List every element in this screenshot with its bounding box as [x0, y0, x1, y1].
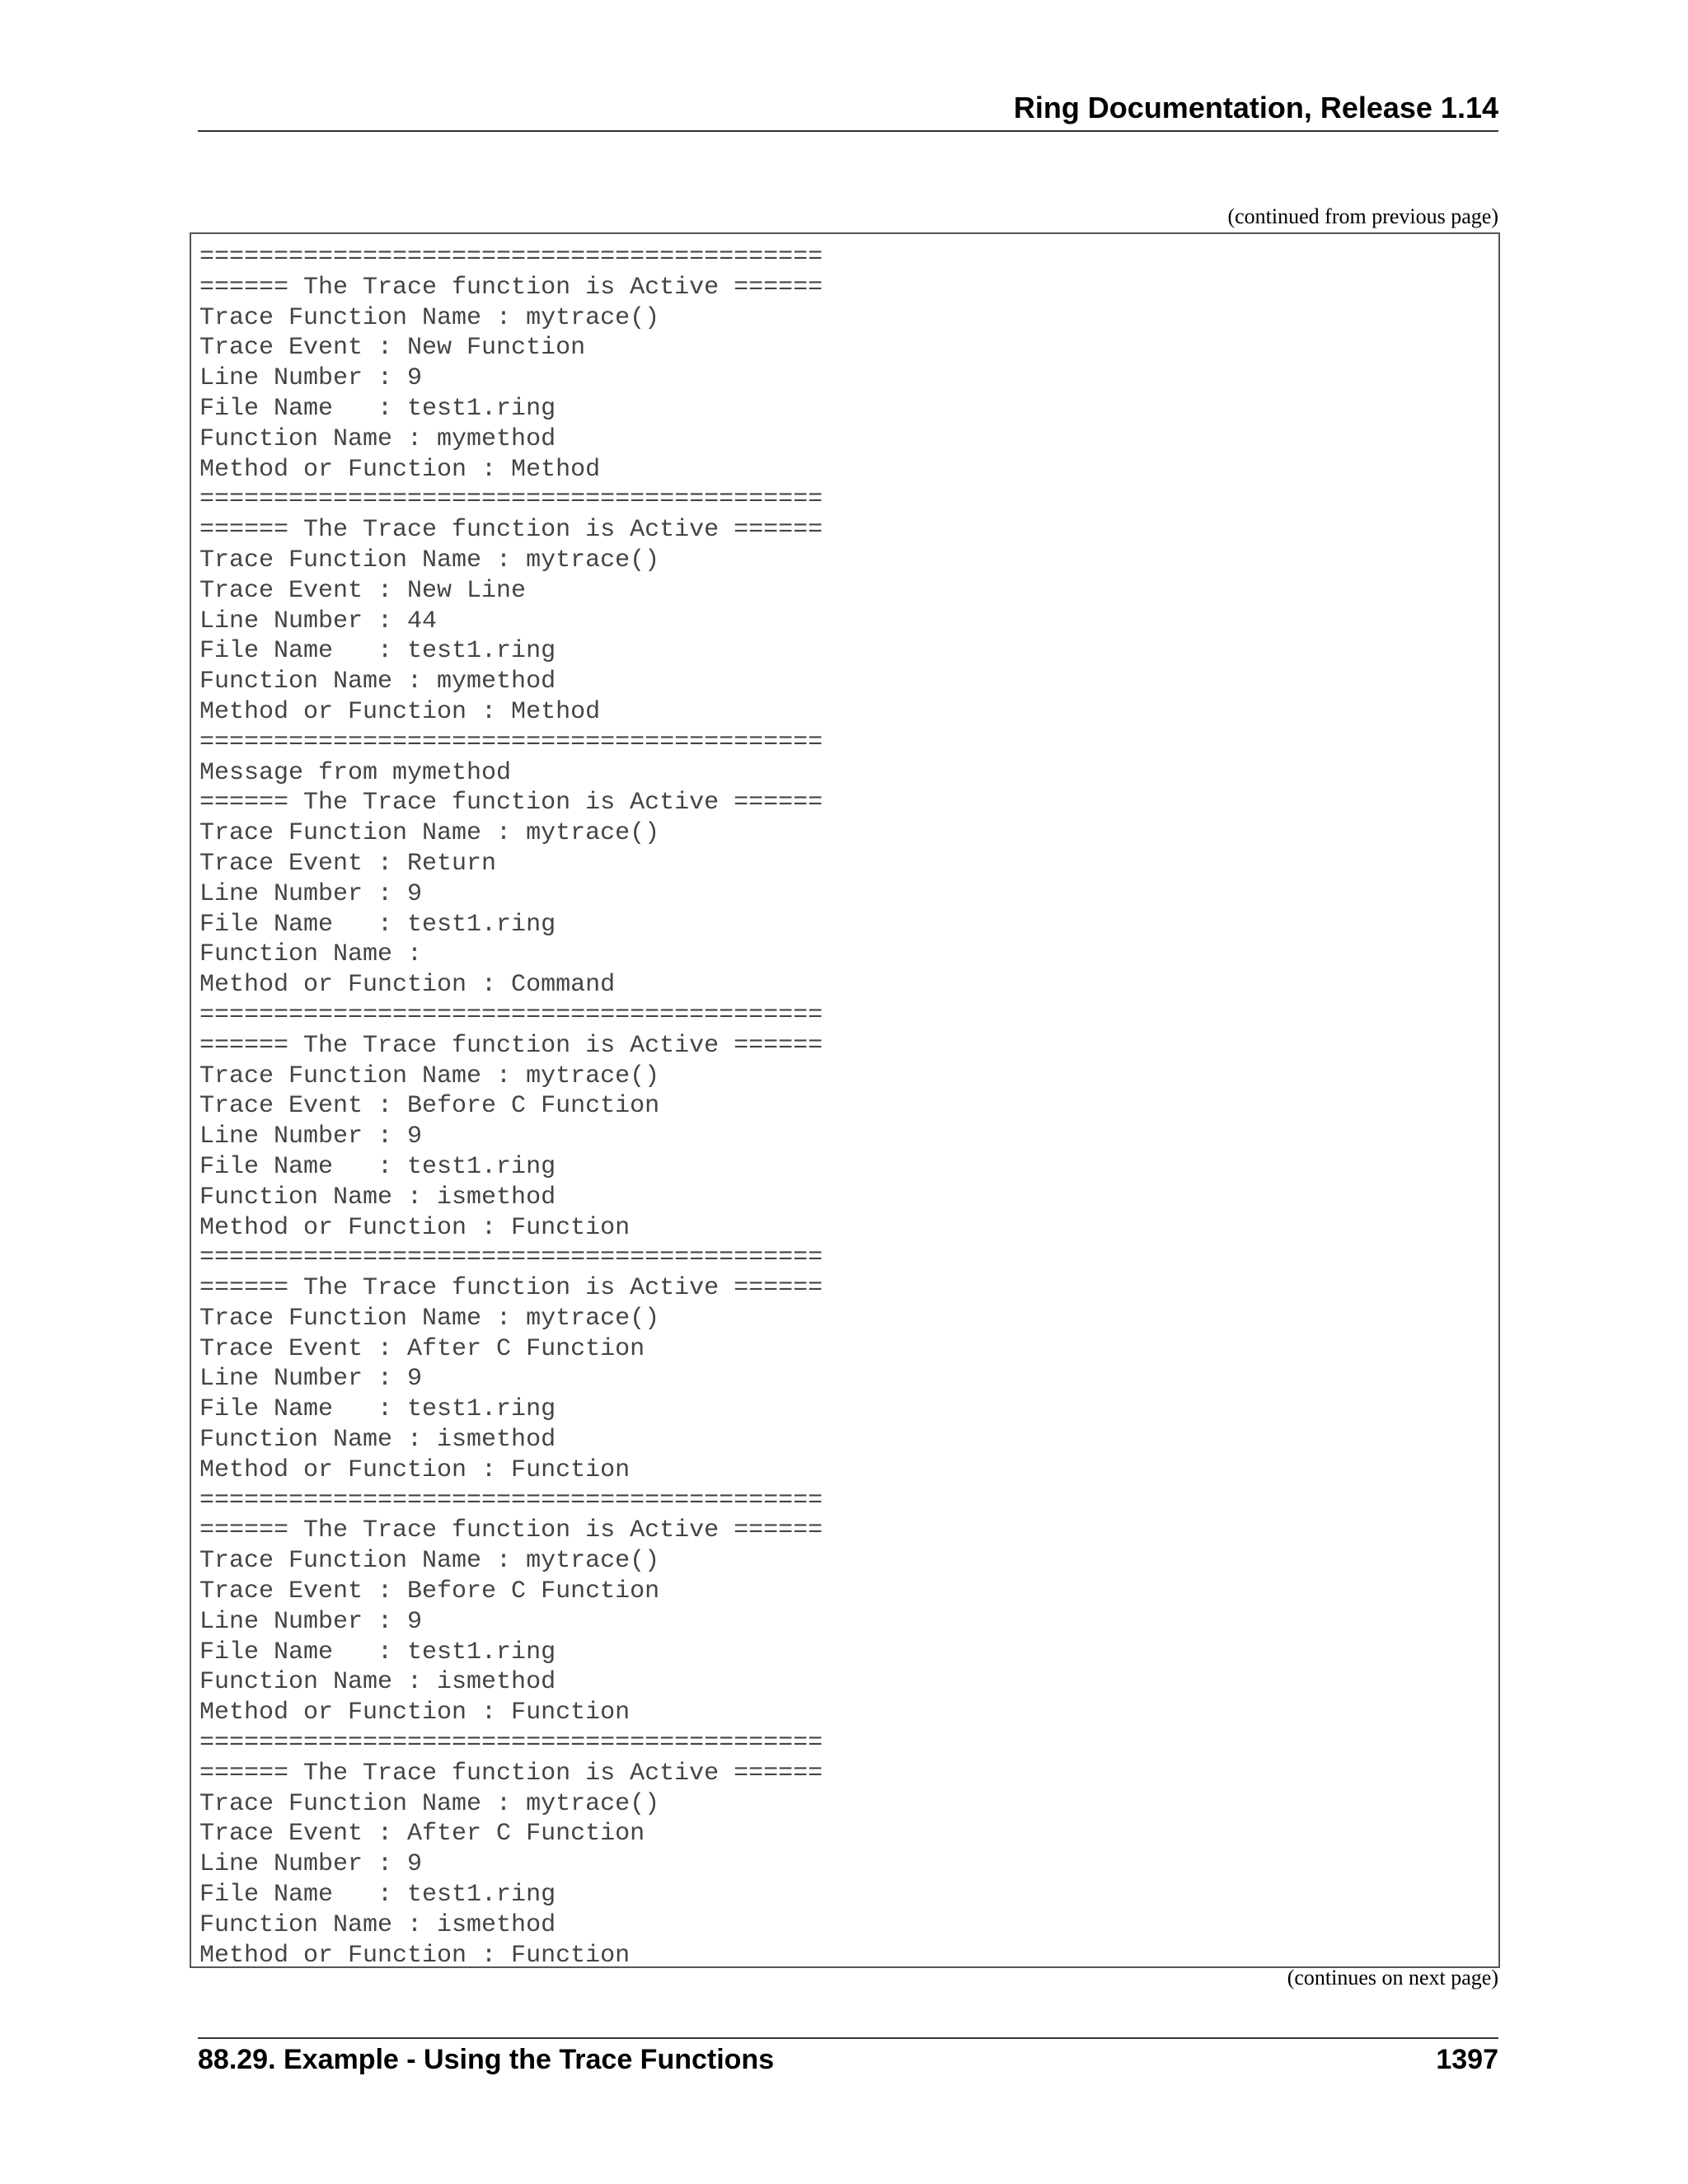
code-line: Line Number : 9: [199, 364, 423, 393]
code-line: Function Name : mymethod: [199, 668, 556, 696]
code-line: Trace Function Name : mytrace(): [199, 1062, 660, 1090]
code-line: Trace Event : Return: [199, 849, 497, 878]
code-line: ====== The Trace function is Active ======: [199, 273, 823, 302]
footer-divider: [198, 2037, 1498, 2039]
header-divider: [198, 130, 1498, 132]
code-line: Trace Function Name : mytrace(): [199, 819, 660, 848]
code-line: Method or Function : Function: [199, 1941, 631, 1968]
code-line: ==========================================: [199, 243, 823, 271]
code-line: Method or Function : Command: [199, 971, 616, 1000]
code-line: ==========================================: [199, 728, 823, 757]
running-header-title: Ring Documentation, Release 1.14: [1013, 91, 1498, 124]
code-line: File Name : test1.ring: [199, 1395, 556, 1424]
code-line: Method or Function : Function: [199, 1699, 631, 1727]
code-line: File Name : test1.ring: [199, 1152, 556, 1181]
code-line: Trace Event : Before C Function: [199, 1577, 660, 1606]
code-line: File Name : test1.ring: [199, 1638, 556, 1666]
code-line: ====== The Trace function is Active ======: [199, 1031, 823, 1060]
code-line: ====== The Trace function is Active ======: [199, 1274, 823, 1303]
code-line: ====== The Trace function is Active ======: [199, 1516, 823, 1545]
code-line: Method or Function : Function: [199, 1455, 631, 1484]
page-number: 1397: [1436, 2044, 1498, 2075]
footer-section-title: 88.29. Example - Using the Trace Functions: [198, 2044, 775, 2075]
code-line: Trace Event : New Function: [199, 334, 586, 363]
code-line: Trace Function Name : mytrace(): [199, 1547, 660, 1576]
code-line: Trace Function Name : mytrace(): [199, 303, 660, 332]
code-line: Function Name : ismethod: [199, 1668, 556, 1697]
code-line: Method or Function : Method: [199, 455, 601, 484]
code-line: Trace Event : After C Function: [199, 1820, 645, 1849]
code-line: Trace Event : After C Function: [199, 1334, 645, 1363]
code-line: ====== The Trace function is Active ======: [199, 516, 823, 545]
code-line: Line Number : 9: [199, 1365, 423, 1394]
code-line: Trace Function Name : mytrace(): [199, 1789, 660, 1818]
code-line: Method or Function : Function: [199, 1213, 631, 1242]
code-line: ====== The Trace function is Active ======: [199, 1759, 823, 1788]
code-line: Line Number : 9: [199, 1607, 423, 1636]
code-line: Trace Function Name : mytrace(): [199, 546, 660, 574]
code-line: Function Name : ismethod: [199, 1183, 556, 1212]
code-line: Function Name : ismethod: [199, 1910, 556, 1939]
code-line: Message from mymethod: [199, 758, 512, 787]
code-line: Line Number : 9: [199, 879, 423, 908]
continues-on-note: (continues on next page): [1287, 1966, 1498, 1990]
code-output-block: [190, 232, 1500, 1968]
continued-from-note: (continued from previous page): [1227, 204, 1498, 228]
code-line: ==========================================: [199, 1486, 823, 1515]
code-line: ==========================================: [199, 1244, 823, 1272]
code-line: ==========================================: [199, 1001, 823, 1029]
code-line: Function Name :: [199, 940, 423, 969]
code-line: File Name : test1.ring: [199, 1881, 556, 1910]
code-line: Function Name : mymethod: [199, 424, 556, 453]
code-line: File Name : test1.ring: [199, 394, 556, 423]
code-line: Line Number : 9: [199, 1122, 423, 1151]
code-line: ==========================================: [199, 485, 823, 514]
code-line: Trace Event : Before C Function: [199, 1092, 660, 1121]
code-line: ==========================================: [199, 1729, 823, 1758]
code-line: ====== The Trace function is Active ======: [199, 789, 823, 818]
code-line: Method or Function : Method: [199, 697, 601, 726]
code-line: File Name : test1.ring: [199, 910, 556, 939]
code-line: Function Name : ismethod: [199, 1426, 556, 1455]
code-line: Trace Event : New Line: [199, 576, 527, 605]
code-line: Trace Function Name : mytrace(): [199, 1304, 660, 1333]
code-line: Line Number : 44: [199, 607, 438, 635]
code-line: File Name : test1.ring: [199, 637, 556, 666]
code-line: Line Number : 9: [199, 1850, 423, 1879]
